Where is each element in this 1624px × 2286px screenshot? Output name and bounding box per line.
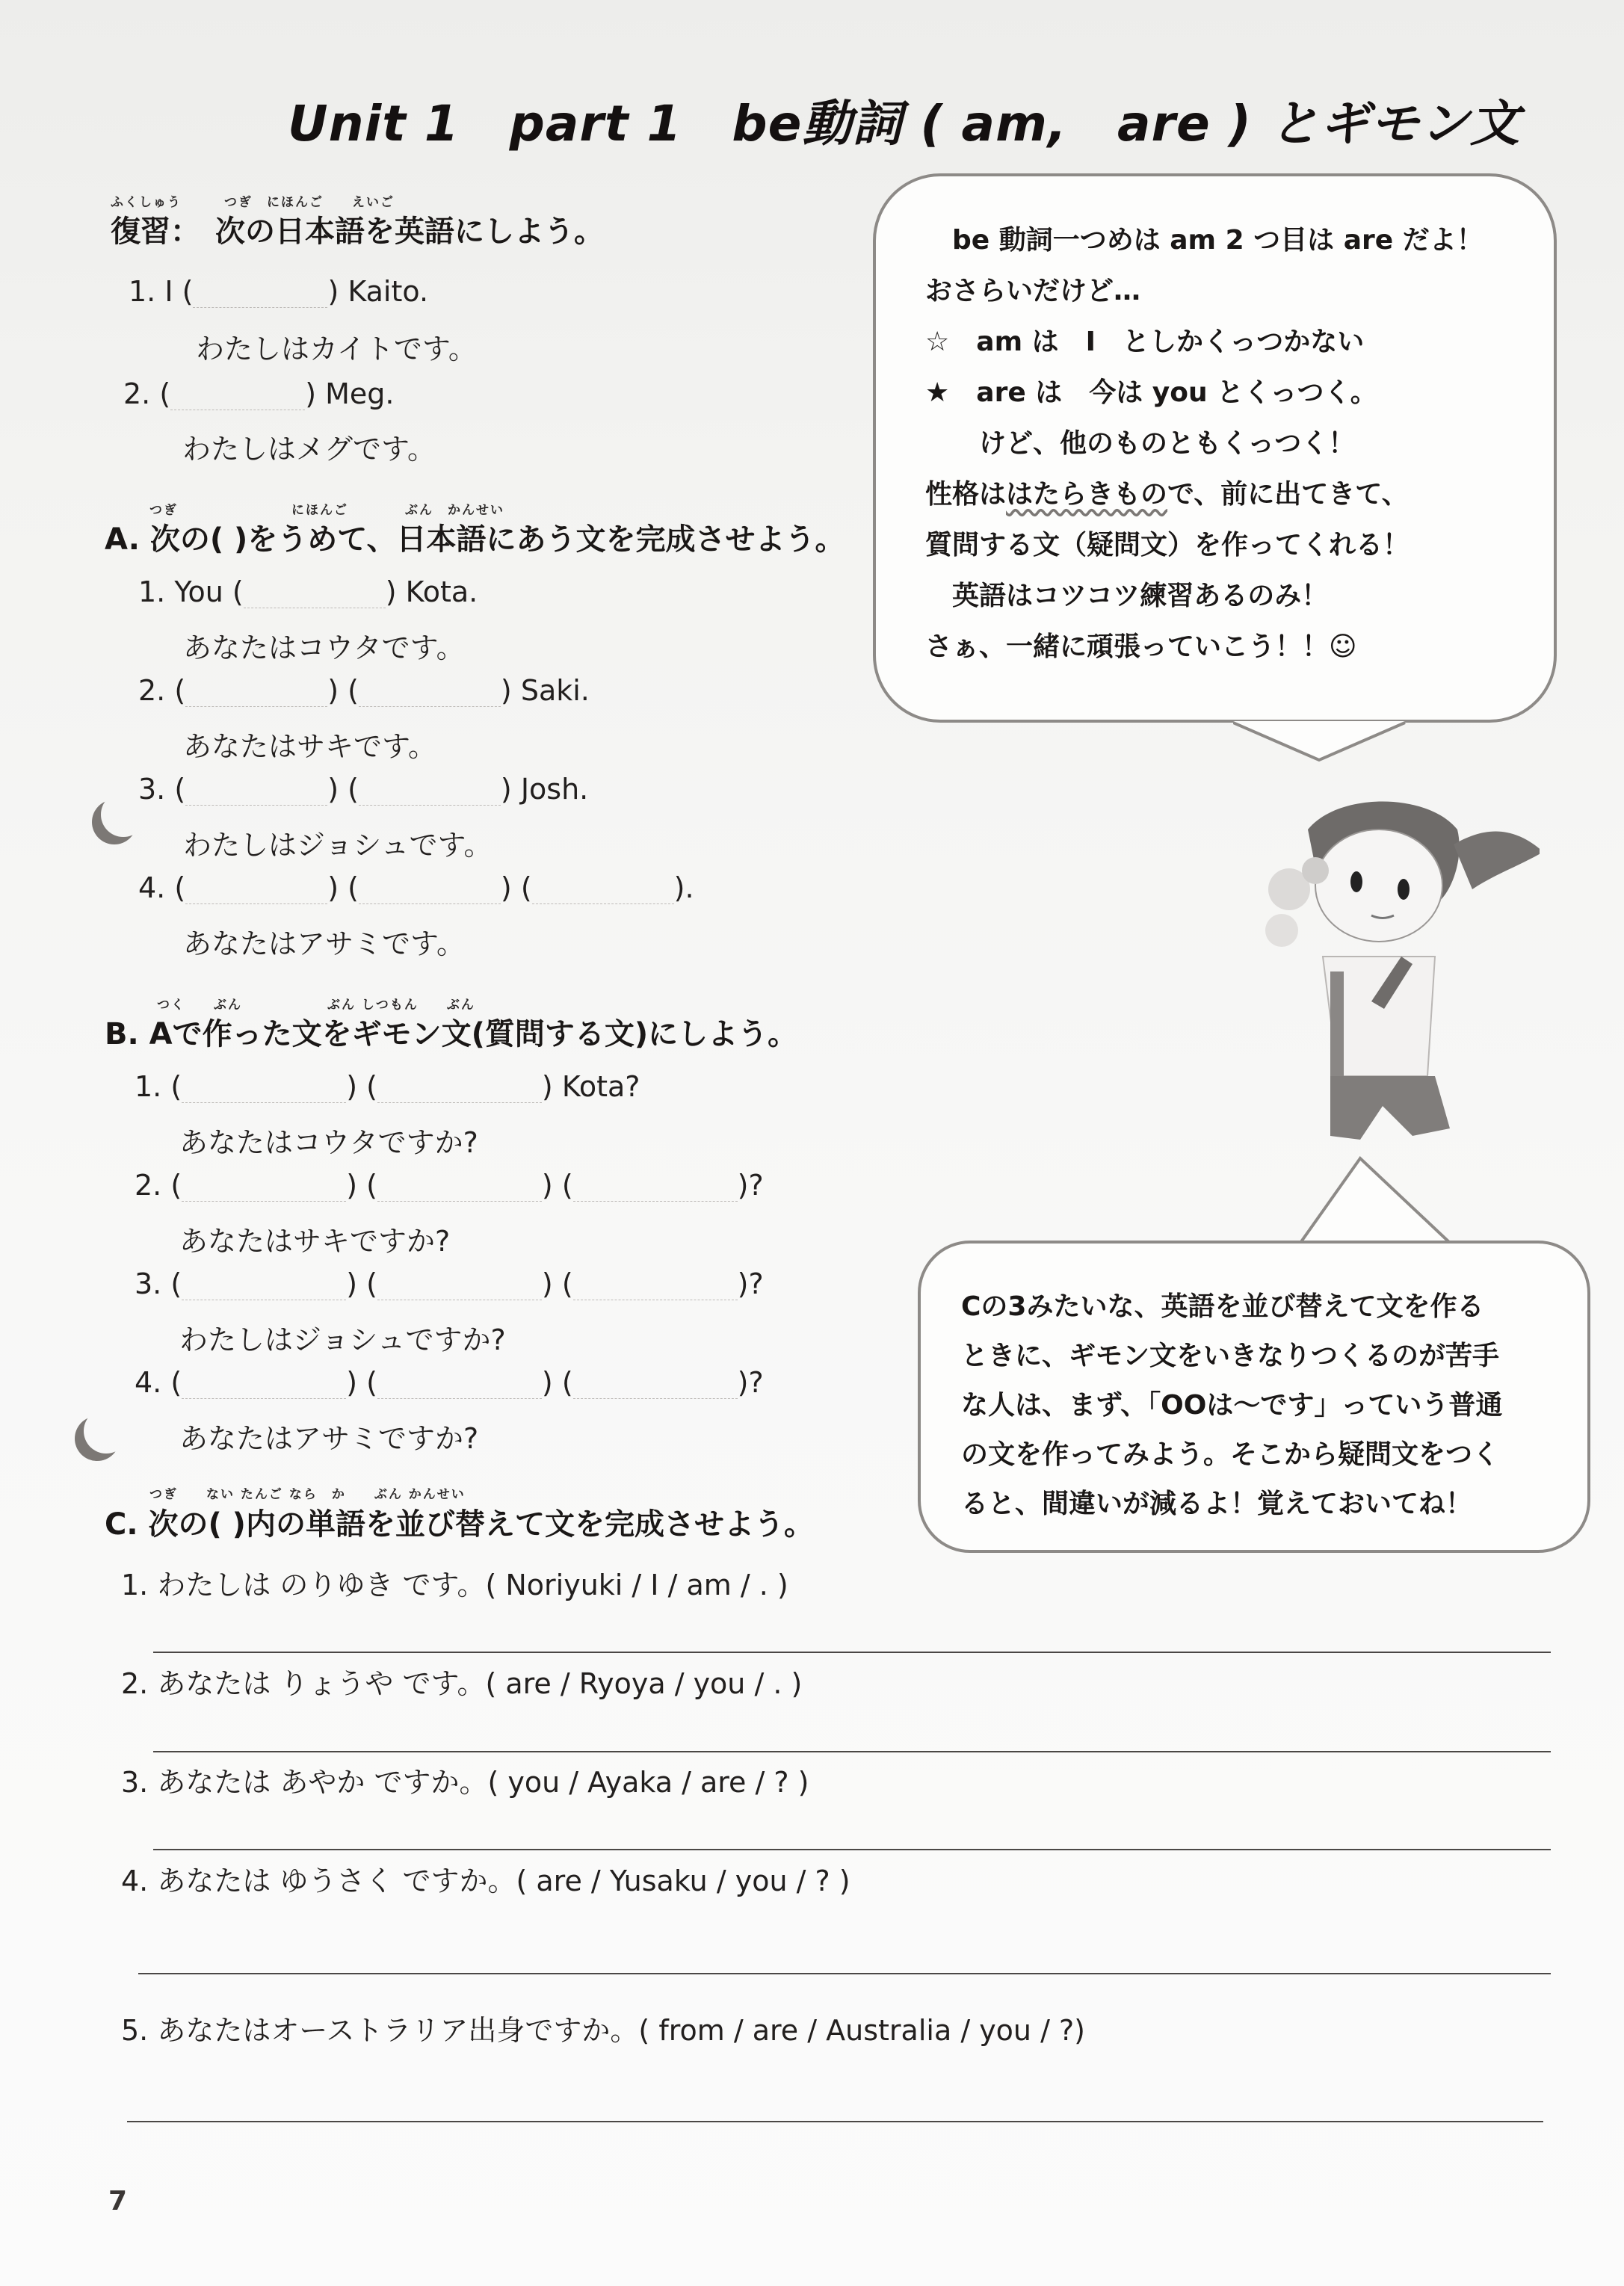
question-prefix: (	[159, 377, 171, 410]
question-number: 3.	[138, 773, 166, 806]
question-prefix: (	[174, 871, 186, 904]
question-number: 2.	[135, 1169, 162, 1202]
question-suffix: ) Kota?	[541, 1070, 640, 1103]
answer-blank[interactable]	[182, 1080, 346, 1103]
bubble-top-line-4: ★ are は 今は you とくっつく。	[925, 377, 1377, 408]
question-suffix: ) Kaito.	[327, 275, 429, 308]
answer-blank[interactable]	[193, 285, 327, 308]
section-a-translation-1: あなたはコウタです。	[183, 631, 465, 664]
bubble-top-line-9: さぁ、一緒に頑張っていこう！！☺	[925, 631, 1357, 662]
answer-blank[interactable]	[185, 684, 327, 707]
wavy-underlined-text: はたらきもの	[1006, 479, 1168, 510]
question-prefix: I (	[164, 275, 194, 308]
question-number: 2.	[123, 377, 151, 410]
review-translation-1: わたしはカイトです。	[196, 333, 477, 365]
line-text: で、前に出てきて、	[1167, 479, 1409, 510]
question-number: 3.	[135, 1267, 162, 1300]
question-number: 4.	[138, 871, 166, 904]
question-number: 1.	[138, 575, 166, 608]
bubble-top-line-8: 英語はコツコツ練習あるのみ！	[925, 581, 1329, 611]
answer-blank[interactable]	[573, 1277, 738, 1300]
bubble-bottom-line-5: ると、間違いが減るよ！覚えておいてね！	[961, 1489, 1473, 1519]
section-c-item-4: 4. あなたは ゆうさく ですか。( are / Yusaku / you / ? )	[121, 1865, 850, 1897]
section-b-heading: B. Aで作った文をギモン文(質問する文)にしよう。	[105, 1017, 798, 1051]
answer-blank[interactable]	[185, 881, 327, 904]
section-c-heading: C. 次の( )内の単語を並び替えて文を完成させよう。	[105, 1507, 814, 1542]
bubble-top-line-3: ☆ am は I としかくっつかない	[925, 327, 1365, 357]
question-suffix: ) Josh.	[500, 773, 589, 806]
review-furigana: ふくしゅう つぎ にほんご えいご	[111, 195, 395, 210]
review-question-2	[123, 377, 394, 410]
binder-hole-shadow	[101, 792, 146, 837]
question-suffix: )?	[737, 1267, 764, 1300]
bubble-bottom-line-4: の文を作ってみよう。そこから疑問文をつく	[961, 1439, 1500, 1470]
section-a-translation-4: あなたはアサミです。	[183, 927, 465, 960]
section-c-item-3: 3. あなたは あやか ですか。( you / Ayaka / are / ? )	[121, 1766, 809, 1799]
answer-line-5[interactable]	[127, 2121, 1543, 2122]
bubble-top-line-6	[925, 469, 1409, 520]
section-b-question-2: 2. ( ) ( ) ( )?	[135, 1169, 764, 1202]
question-prefix: (	[174, 674, 186, 707]
answer-blank[interactable]	[182, 1376, 346, 1399]
section-c-item-1: 1. わたしは のりゆき です。( Noriyuki / I / am / . )	[121, 1569, 788, 1601]
answer-line-2[interactable]	[153, 1751, 1551, 1752]
section-b-question-4: 4. ( ) ( ) ( )?	[135, 1366, 764, 1399]
page-number: 7	[108, 2186, 128, 2217]
answer-line-4[interactable]	[138, 1973, 1551, 1974]
answer-blank[interactable]	[244, 585, 386, 608]
section-a-question-2: 2. ( ) ( ) Saki.	[138, 674, 590, 707]
question-suffix: ) Saki.	[500, 674, 590, 707]
section-c-furigana: つぎ ない たんご なら か ぶん かんせい	[149, 1487, 466, 1502]
question-suffix: ) Meg.	[305, 377, 395, 410]
section-b-translation-4: あなたはアサミですか?	[179, 1422, 479, 1455]
section-b-translation-3: わたしはジョシュですか?	[179, 1323, 506, 1356]
bubble-top-line-2: おさらいだけど…	[925, 276, 1141, 306]
answer-blank[interactable]	[377, 1376, 542, 1399]
review-translation-2: わたしはメグです。	[182, 433, 436, 466]
section-a-heading: A. 次の( )をうめて、日本語にあう文を完成させよう。	[105, 522, 845, 557]
answer-blank[interactable]	[377, 1277, 542, 1300]
review-question-1	[129, 275, 428, 308]
question-suffix: )?	[737, 1366, 764, 1399]
section-b-question-3: 3. ( ) ( ) ( )?	[135, 1267, 764, 1300]
bubble-top-line-5: けど、他のものともくっつく！	[925, 428, 1356, 459]
section-b-translation-1: あなたはコウタですか?	[179, 1126, 478, 1159]
answer-blank[interactable]	[182, 1277, 346, 1300]
section-b-translation-2: あなたはサキですか?	[179, 1225, 451, 1258]
section-a-translation-3: わたしはジョシュです。	[183, 829, 493, 862]
question-suffix: ) Kota.	[385, 575, 478, 608]
answer-blank[interactable]	[170, 387, 305, 410]
section-b-question-1: 1. ( ) ( ) Kota?	[135, 1070, 640, 1103]
answer-blank[interactable]	[377, 1080, 542, 1103]
section-b-furigana: つく ぶん ぶん しつもん ぶん	[157, 998, 475, 1013]
speech-bubble-bottom-tail	[1300, 1155, 1480, 1244]
section-a-question-3: 3. ( ) ( ) Josh.	[138, 773, 589, 806]
section-a-furigana: つぎ にほんご ぶん かんせい	[149, 503, 504, 518]
answer-blank[interactable]	[532, 881, 674, 904]
section-a-question-1	[138, 575, 478, 608]
line-text: 性格は	[925, 479, 1007, 510]
answer-blank[interactable]	[182, 1178, 346, 1202]
section-a-question-4: 4. ( ) ( ) ( ).	[138, 871, 694, 904]
section-c-item-5: 5. あなたはオーストラリア出身ですか。( from / are / Australia / you / ?)	[121, 2014, 1085, 2047]
question-number: 4.	[135, 1366, 162, 1399]
bubble-bottom-line-3: な人は、まず、「OOは～です」っていう普通	[961, 1390, 1503, 1421]
speech-bubble-top-tail	[1233, 714, 1412, 766]
question-suffix: )?	[737, 1169, 764, 1202]
answer-blank[interactable]	[359, 782, 501, 806]
bubble-bottom-line-2: ときに、ギモン文をいきなりつくるのが苦手	[961, 1341, 1500, 1371]
review-heading: 復習： 次の日本語を英語にしよう。	[111, 214, 604, 249]
speech-bubble-bottom	[918, 1241, 1590, 1553]
section-a-translation-2: あなたはサキです。	[183, 730, 436, 763]
question-number: 1.	[129, 275, 156, 308]
answer-line-3[interactable]	[153, 1849, 1551, 1850]
answer-blank[interactable]	[185, 782, 327, 806]
answer-blank[interactable]	[359, 881, 501, 904]
answer-line-1[interactable]	[153, 1652, 1551, 1653]
question-number: 1.	[135, 1070, 162, 1103]
bubble-top-line-1: be 動詞一つめは am 2 つ目は are だよ！	[925, 225, 1483, 256]
question-suffix: ).	[673, 871, 694, 904]
bubble-top-line-7: 質問する文（疑問文）を作ってくれる！	[925, 530, 1410, 560]
answer-blank[interactable]	[359, 684, 501, 707]
answer-blank[interactable]	[573, 1376, 738, 1399]
speech-bubble-top	[873, 173, 1557, 723]
answer-blank[interactable]	[573, 1178, 738, 1202]
question-prefix: You (	[174, 575, 244, 608]
answer-blank[interactable]	[377, 1178, 542, 1202]
binder-hole-shadow	[84, 1409, 129, 1454]
section-c-item-2: 2. あなたは りょうや です。( are / Ryoya / you / . )	[121, 1667, 803, 1700]
page-title: Unit 1 part 1 be動詞 ( am, are ) とギモン文	[288, 95, 1520, 152]
girl-character-illustration	[1211, 777, 1540, 1166]
bubble-bottom-line-1: Cの3みたいな、英語を並び替えて文を作る	[961, 1291, 1484, 1322]
question-number: 2.	[138, 674, 166, 707]
question-prefix: (	[174, 773, 186, 806]
